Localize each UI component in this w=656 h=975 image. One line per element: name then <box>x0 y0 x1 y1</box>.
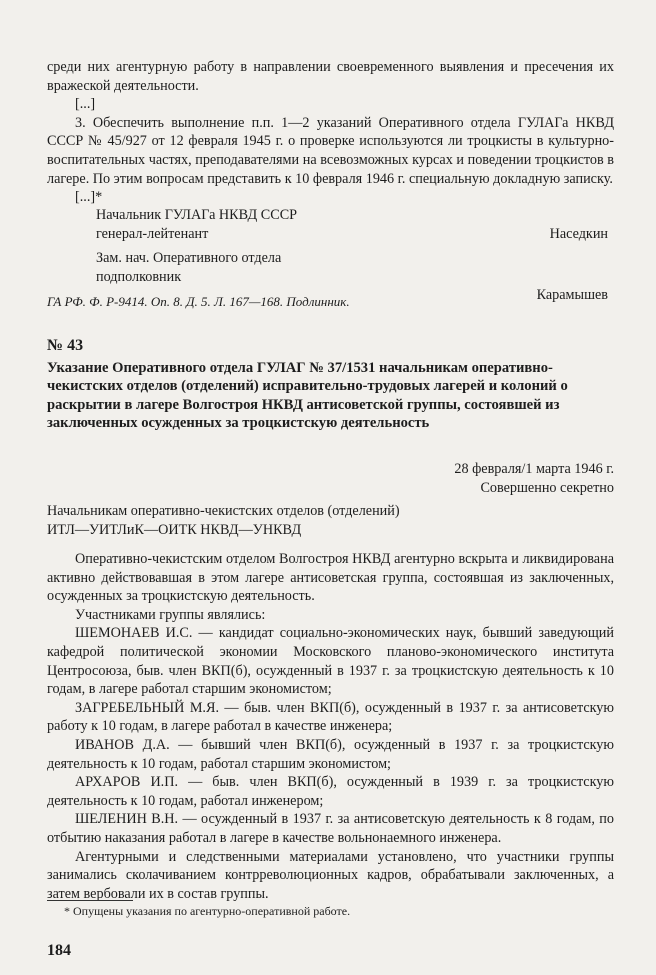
page-number: 184 <box>47 942 71 959</box>
ellipsis-2: [...]* <box>75 189 103 206</box>
addressee-line-1: Начальникам оперативно-чекистских отделов (отделений) <box>47 503 400 519</box>
document-date: 28 февраля/1 марта 1946 г. <box>454 461 614 477</box>
ellipsis-1: [...] <box>75 96 96 113</box>
top-paragraph-2: 3. Обеспечить выполнение п.п. 1—2 указаний Оперативного отдела ГУЛАГа НКВД СССР № 45/927 от 12 февраля 1945 г. о проверке используются ли троцкисты в культурно-воспитательных частях, преподавателями на всевозможных курсах и поведении троцкистов в лагере. По этим вопросам представить к 10 февраля 1946 г. специальную докладную записку. <box>47 114 614 187</box>
member-shelenin: ШЕЛЕНИН В.Н. — осужденный в 1937 г. за антисоветскую деятельность к 8 годам, по отбытию наказания работал в лагере в качестве вольнонаемного инженера. <box>47 811 614 846</box>
signature-1-name: Наседкин <box>549 225 608 242</box>
body-paragraph-1: Оперативно-чекистским отделом Волгостроя НКВД агентурно вскрыта и ликвидирована активно действовавшая в этом лагере антисоветская группа, состоявшая из заключенных, осужденных за троцкистскую деятельность. <box>47 551 614 605</box>
footnote: * Опущены указания по агентурно-оперативной работе. <box>64 904 351 918</box>
signature-1-rank: генерал-лейтенант <box>96 225 209 242</box>
body-paragraph-2: Участниками группы являлись: <box>75 606 266 623</box>
secrecy-stamp: Совершенно секретно <box>480 480 614 496</box>
top-paragraph-1: среди них агентурную работу в направлении своевременного выявления и пресечения их вражеской деятельности. <box>47 59 614 94</box>
member-ivanov: ИВАНОВ Д.А. — бывший член ВКП(б), осужденный в 1937 г. за троцкистскую деятельность к 10 годам, работал старшим экономистом; <box>47 736 614 772</box>
signature-2-rank: подполковник <box>96 268 182 285</box>
top-text <box>47 58 614 207</box>
body-text <box>47 550 614 903</box>
footnote-divider <box>47 900 133 901</box>
document-number: № 43 <box>47 337 84 354</box>
signature-2-name: Карамышев <box>536 287 608 304</box>
member-shemonaev: ШЕМОНАЕВ И.С. — кандидат социально-экономических наук, бывший заведующий кафедрой политической экономии Московского планово-экономического института Центросоюза, быв. член ВКП(б), осужденный в 1937 г. за троцкистскую деятельность к 10 годам, в лагере работал старшим экономистом; <box>47 625 614 698</box>
signature-2-title: Зам. нач. Оперативного отдела <box>96 250 282 266</box>
member-arkharov: АРХАРОВ И.П. — быв. член ВКП(б), осужденный в 1939 г. за троцкистскую деятельность к 10 годам, работал инженером; <box>47 774 614 809</box>
member-zagrebelny: ЗАГРЕБЕЛЬНЫЙ М.Я. — быв. член ВКП(б), осужденный в 1937 г. за антисоветскую работу к 10 годам, в лагере работал в качестве инженера; <box>47 699 614 735</box>
signature-1 <box>96 206 608 243</box>
signature-1-title: Начальник ГУЛАГа НКВД СССР <box>96 207 298 223</box>
addressee <box>47 502 400 539</box>
archive-source: ГА РФ. Ф. Р-9414. Оп. 8. Д. 5. Л. 167—168. Подлинник. <box>47 294 350 309</box>
addressee-line-2: ИТЛ—УИТЛиК—ОИТК НКВД—УНКВД <box>47 521 302 538</box>
document-heading: Указание Оперативного отдела ГУЛАГ № 37/1531 начальникам оперативно-чекистских отделов (отделений) исправительно-трудовых лагерей и колоний о раскрытии в лагере Волгостроя НКВД антисоветской группы, состоявшей из заключенных осужденных за троцкистскую деятельность <box>47 360 568 432</box>
body-paragraph-3: Агентурными и следственными материалами установлено, что участники группы занимались сколачиванием контрреволюционных кадров, обрабатывали заключенных, а затем вербовали их в состав группы. <box>47 848 614 902</box>
